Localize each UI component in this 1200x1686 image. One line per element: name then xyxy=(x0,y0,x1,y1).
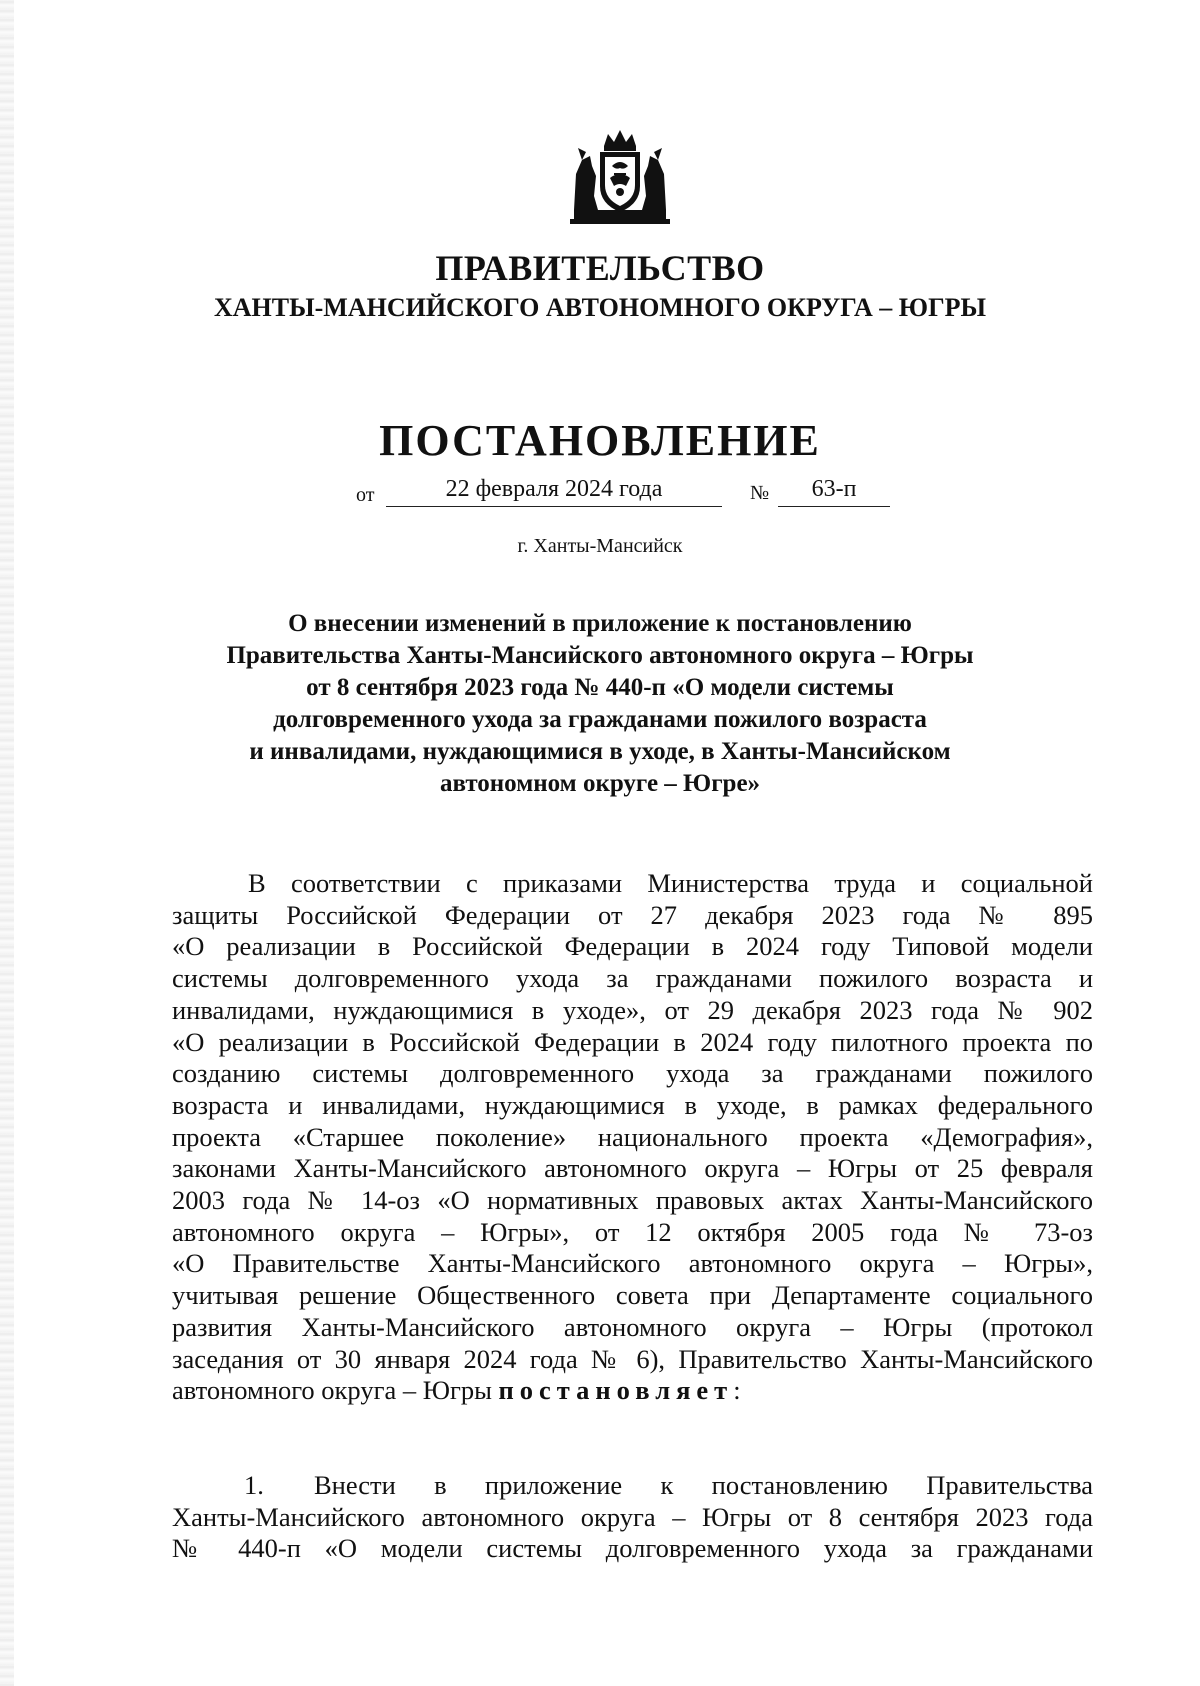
date-label: от xyxy=(356,484,375,506)
body-line: «О Правительстве Ханты-Мансийского автономного округа – Югры», xyxy=(172,1248,1093,1279)
item-number: 1. xyxy=(244,1470,264,1500)
body-line: В соответствии с приказами Министерства труда и социальной xyxy=(248,868,1093,898)
heading-line: от 8 сентября 2023 года № 440-п «О модели системы xyxy=(306,674,894,701)
number-label: № xyxy=(750,482,770,504)
item-1-first-line xyxy=(172,1470,1093,1502)
item-1-first-line-text: Внести в приложение к постановлению Правительства xyxy=(314,1470,1093,1500)
document-city: г. Ханты-Мансийск xyxy=(517,535,683,557)
heading-line: О внесении изменений в приложение к постановлению xyxy=(288,610,912,637)
body-line: инвалидами, нуждающимися в уходе», от 29 декабря 2023 года № 902 xyxy=(172,994,1093,1025)
item-1-line: № 440-п «О модели системы долговременного ухода за гражданами xyxy=(172,1533,1093,1564)
body-line: заседания от 30 января 2024 года № 6), Правительство Ханты-Мансийского xyxy=(172,1343,1093,1374)
body-line: созданию системы долговременного ухода за гражданами пожилого xyxy=(172,1058,1093,1089)
resolves-word: постановляет xyxy=(498,1375,734,1406)
body-line: «О реализации в Российской Федерации в 2024 году Типовой модели xyxy=(172,931,1093,962)
heading-line: долговременного ухода за гражданами пожилого возраста xyxy=(273,706,927,733)
body-line: учитывая решение Общественного совета при Департаменте социального xyxy=(172,1280,1093,1311)
document-date: 22 февраля 2024 года xyxy=(386,472,722,507)
body-line: системы долговременного ухода за гражданами пожилого возраста и xyxy=(172,963,1093,994)
item-1-line: Ханты-Мансийского автономного округа – Югры от 8 сентября 2023 года xyxy=(172,1501,1093,1532)
body-line: законами Ханты-Мансийского автономного округа – Югры от 25 февраля xyxy=(172,1153,1093,1184)
preamble-paragraph xyxy=(172,868,1093,1407)
government-subtitle: ХАНТЫ-МАНСИЙСКОГО АВТОНОМНОГО ОКРУГА – ЮГРЫ xyxy=(213,293,987,322)
heading-line: автономном округе – Югре» xyxy=(439,770,761,797)
item-1 xyxy=(172,1470,1093,1565)
document-meta xyxy=(0,472,1200,512)
body-last-line-text: автономного округа – Югры xyxy=(172,1375,499,1406)
document-type: ПОСТАНОВЛЕНИЕ xyxy=(379,416,821,465)
coat-of-arms-emblem-icon xyxy=(568,126,672,226)
government-title: ПРАВИТЕЛЬСТВО xyxy=(435,248,765,288)
body-line: проекта «Старшее поколение» национального проекта «Демография», xyxy=(172,1121,1093,1152)
body-line: развития Ханты-Мансийского автономного округа – Югры (протокол xyxy=(172,1311,1093,1342)
body-line: возраста и инвалидами, нуждающимися в уходе, в рамках федерального xyxy=(172,1089,1093,1120)
body-line: автономного округа – Югры», от 12 октября 2005 года № 73-оз xyxy=(172,1216,1093,1247)
heading-line: и инвалидами, нуждающимися в уходе, в Ханты-Мансийском xyxy=(249,738,951,765)
body-last-line xyxy=(172,1375,1093,1407)
body-line: защиты Российской Федерации от 27 декабря 2023 года № 895 xyxy=(172,899,1093,930)
document-heading xyxy=(200,608,1000,800)
heading-line: Правительства Ханты-Мансийского автономного округа – Югры xyxy=(226,642,974,669)
document-number: 63-п xyxy=(778,472,890,507)
body-line: «О реализации в Российской Федерации в 2024 году пилотного проекта по xyxy=(172,1026,1093,1057)
colon: : xyxy=(733,1375,741,1406)
body-line: 2003 года № 14-оз «О нормативных правовых актах Ханты-Мансийского xyxy=(172,1185,1093,1216)
